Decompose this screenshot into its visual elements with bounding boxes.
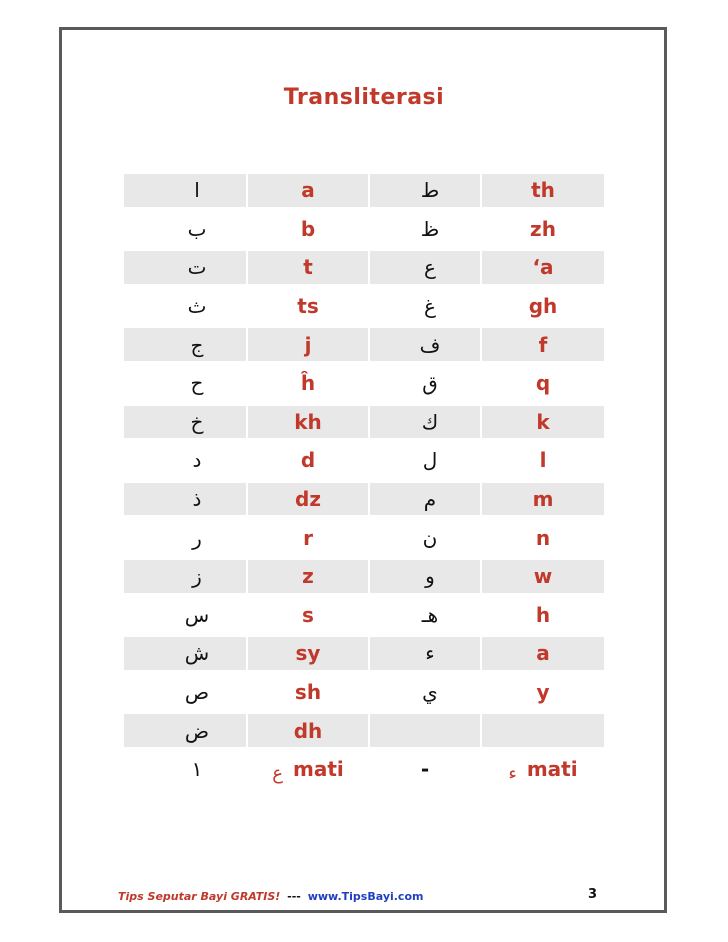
latin-transliteration: kh [294,409,322,434]
latin-cell [248,676,368,709]
arabic-letter: ن [422,525,438,550]
latin-cell [248,290,368,323]
table-row [124,557,604,596]
arabic-letter-cell [370,213,480,246]
latin-cell [482,521,604,554]
arabic-letter: د [192,448,202,473]
page-number: 3 [588,887,598,902]
arabic-letter-cell [124,753,246,786]
arabic-letter: ق [422,371,438,396]
latin-cell [248,328,368,361]
page-title: Transliterasi [283,85,445,110]
latin-cell [482,290,604,323]
latin-transliteration: l [539,448,547,473]
arabic-letter: ص [184,680,210,705]
latin-cell [248,560,368,593]
arabic-letter: ط [420,178,440,203]
arabic-letter-cell [124,251,246,284]
latin-transliteration: mati [526,757,578,782]
table-row [124,364,604,403]
latin-cell [482,213,604,246]
latin-cell [248,483,368,516]
arabic-letter: ض [184,718,210,743]
arabic-letter-cell [124,213,246,246]
arabic-letter: و [425,564,435,589]
arabic-letter-cell [370,406,480,439]
latin-cell [482,560,604,593]
table-row [124,441,604,480]
latin-cell [482,328,604,361]
arabic-letter-cell [370,328,480,361]
arabic-letter: ظ [420,216,440,241]
latin-cell [482,753,604,786]
arabic-letter: ف [419,332,441,357]
latin-cell [482,483,604,516]
latin-cell [482,714,604,747]
latin-cell [482,251,604,284]
arabic-letter-cell [124,483,246,516]
latin-transliteration: s [302,602,314,627]
arabic-letter-cell [370,676,480,709]
arabic-letter: م [423,487,437,512]
latin-transliteration: dz [295,487,321,512]
latin-transliteration: dh [293,718,323,743]
latin-transliteration: r [303,525,313,550]
latin-transliteration: th [531,178,555,203]
arabic-letter-cell [370,367,480,400]
arabic-letter-cell [370,714,480,747]
arabic-letter-cell [124,328,246,361]
arabic-letter: ل [422,448,438,473]
latin-cell [482,599,604,632]
table-row [124,596,604,635]
arabic-letter: ب [187,216,207,241]
arabic-letter-cell [124,174,246,207]
arabic-letter: ء [425,641,435,666]
table-row [124,634,604,673]
table-row [124,403,604,442]
latin-transliteration: k [536,409,550,434]
latin-transliteration: m [532,487,554,512]
arabic-letter: س [184,602,210,627]
latin-cell [482,637,604,670]
arabic-letter-cell [370,251,480,284]
latin-transliteration: a [536,641,550,666]
arabic-letter: خ [190,409,204,434]
arabic-letter-cell [370,560,480,593]
latin-cell [482,444,604,477]
latin-cell [248,753,368,786]
latin-cell [482,406,604,439]
arabic-letter-cell [124,521,246,554]
arabic-letter-cell [124,714,246,747]
arabic-letter: ذ [192,487,202,512]
table-row [124,711,604,750]
arabic-letter: ع [424,255,436,280]
latin-cell [248,444,368,477]
latin-transliteration: ts [297,294,319,319]
latin-transliteration: z [302,564,314,589]
latin-cell [482,367,604,400]
latin-cell [482,174,604,207]
latin-transliteration: w [533,564,553,589]
arabic-letter: ز [192,564,202,589]
footer [118,890,423,903]
arabic-letter-cell [370,599,480,632]
hamza-sign: ء [508,762,517,784]
arabic-letter: ش [184,641,210,666]
latin-transliteration: zh [530,216,556,241]
arabic-letter: ي [422,680,438,705]
latin-transliteration: q [535,371,551,396]
table-row [124,210,604,249]
latin-transliteration: sh [294,680,322,705]
arabic-letter-cell [124,444,246,477]
latin-transliteration: b [300,216,316,241]
table-row-mati [124,750,604,789]
arabic-letter-cell [370,290,480,323]
arabic-letter: ر [192,525,202,550]
arabic-letter-cell [370,174,480,207]
footer-separator: --- [287,890,301,903]
table-row [124,480,604,519]
footer-url-link[interactable]: www.TipsBayi.com [307,890,424,903]
latin-cell [248,521,368,554]
table-row [124,325,604,364]
latin-cell [248,174,368,207]
footer-tagline: Tips Seputar Bayi GRATIS! [118,890,281,903]
arabic-letter: غ [424,294,436,319]
arabic-letter-cell [124,406,246,439]
latin-cell [248,251,368,284]
arabic-letter-cell [370,637,480,670]
arabic-letter-cell [124,560,246,593]
latin-transliteration: ‘a [532,255,554,280]
arabic-letter: ح [190,371,204,396]
latin-transliteration: gh [528,294,558,319]
latin-transliteration: mati [292,757,344,782]
latin-transliteration: d [300,448,316,473]
latin-transliteration: sy [295,641,321,666]
latin-transliteration: n [535,525,551,550]
arabic-letter-cell [124,676,246,709]
ain-sign: ع [272,762,283,784]
latin-cell [248,637,368,670]
latin-transliteration: t [303,255,313,280]
arabic-letter: ت [187,255,207,280]
arabic-letter-cell [370,521,480,554]
latin-transliteration: ĥ [300,371,316,396]
table-row [124,287,604,326]
latin-transliteration: f [538,332,548,357]
arabic-letter-cell [124,290,246,323]
latin-cell [248,599,368,632]
latin-cell [248,714,368,747]
arabic-letter: ج [190,332,204,357]
latin-cell [248,367,368,400]
arabic-letter-cell [124,637,246,670]
latin-transliteration: y [536,680,550,705]
dash-cell [370,753,480,786]
arabic-letter: ١ [191,757,203,782]
latin-cell [248,213,368,246]
table-row [124,171,604,210]
arabic-letter-cell [370,483,480,516]
latin-cell [482,676,604,709]
latin-transliteration: j [304,332,312,357]
arabic-letter-cell [124,367,246,400]
arabic-letter: ك [421,409,439,434]
table-row [124,518,604,557]
table-row [124,673,604,712]
latin-transliteration: a [301,178,315,203]
arabic-letter-cell [370,444,480,477]
arabic-letter: ا [194,178,200,203]
arabic-letter-cell [124,599,246,632]
table-row [124,248,604,287]
arabic-letter: هـ [421,602,439,627]
latin-cell [248,406,368,439]
dash-mark: - [420,757,430,782]
arabic-letter: ث [187,294,207,319]
latin-transliteration: h [535,602,551,627]
transliteration-table [124,171,604,789]
